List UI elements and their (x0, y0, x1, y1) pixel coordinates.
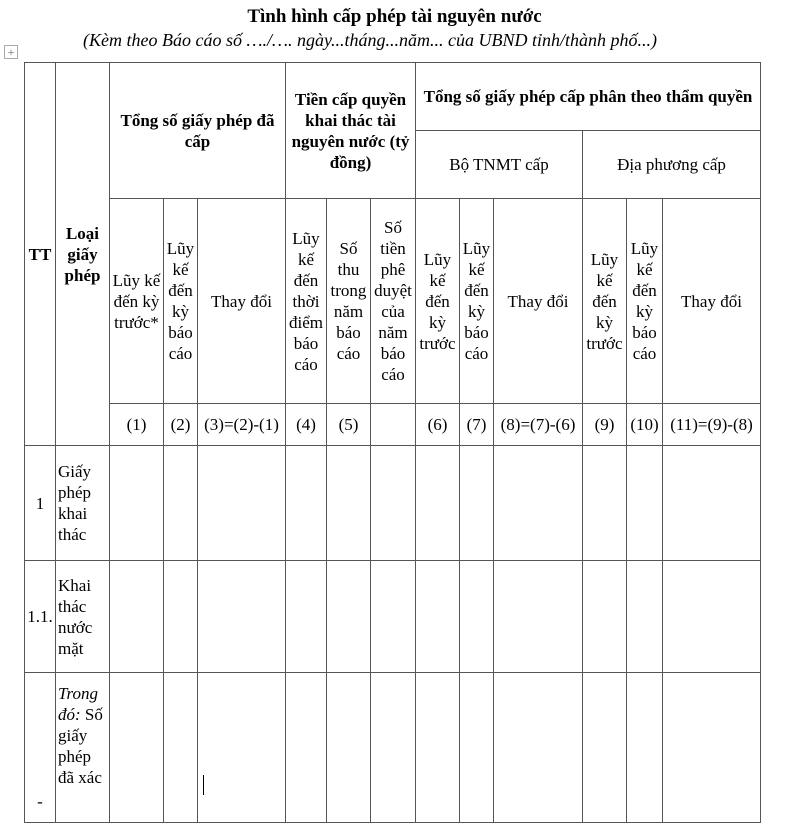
subheader-cell: Lũy kế đến kỳ trước* (110, 199, 164, 404)
header-tien-cap: Tiền cấp quyền khai thác tài nguyên nước (tỷ đồng) (286, 63, 416, 199)
text-cursor (203, 775, 204, 795)
row-loai (56, 673, 110, 823)
subheader-cell: Lũy kế đến kỳ trước (416, 199, 460, 404)
header-dia-phuong: Địa phương cấp (583, 131, 761, 199)
row-tt: 1 (25, 446, 56, 561)
row-loai: Giấy phép khai thác (56, 446, 110, 561)
subheader-cell: Thay đổi (494, 199, 583, 404)
column-number-cell: (10) (627, 404, 663, 446)
header-tham-quyen: Tổng số giấy phép cấp phân theo thẩm quyền (416, 63, 761, 131)
subheader-cell: Lũy kế đến thời điểm báo cáo (286, 199, 327, 404)
row-loai: Khai thác nước mặt (56, 561, 110, 673)
column-number-cell: (9) (583, 404, 627, 446)
header-tong-so: Tổng số giấy phép đã cấp (110, 63, 286, 199)
table-row (25, 561, 761, 673)
column-number-cell: (11)=(9)-(8) (663, 404, 761, 446)
header-loai: Loại giấy phép (56, 63, 110, 446)
subheader-cell: Số tiền phê duyệt của năm báo cáo (371, 199, 416, 404)
column-number-cell: (7) (460, 404, 494, 446)
row-loai-italic: Trong đó: (58, 684, 99, 724)
row-tt: 1.1. (25, 561, 56, 673)
row-tt: - (25, 673, 56, 823)
subheader-cell: Lũy kế đến kỳ báo cáo (627, 199, 663, 404)
column-number-cell: (8)=(7)-(6) (494, 404, 583, 446)
column-number-cell: (4) (286, 404, 327, 446)
subheader-cell: Thay đổi (663, 199, 761, 404)
subheader-cell: Lũy kế đến kỳ trước (583, 199, 627, 404)
header-tt: TT (25, 63, 56, 446)
document-title: Tình hình cấp phép tài nguyên nước (247, 6, 542, 27)
document-subtitle: (Kèm theo Báo cáo số …./…. ngày...tháng...năm... của UBND tỉnh/thành phố...) (83, 30, 657, 50)
column-number-cell: (6) (416, 404, 460, 446)
subheader-cell: Số thu trong năm báo cáo (327, 199, 371, 404)
table-row (25, 673, 761, 823)
column-number-cell: (3)=(2)-(1) (198, 404, 286, 446)
table-move-handle-icon[interactable]: + (4, 45, 18, 59)
column-number-cell: (2) (164, 404, 198, 446)
column-number-cell: (5) (327, 404, 371, 446)
header-bo-tnmt: Bộ TNMT cấp (416, 131, 583, 199)
subheader-cell: Thay đổi (198, 199, 286, 404)
subheader-cell: Lũy kế đến kỳ báo cáo (460, 199, 494, 404)
column-number-cell (371, 404, 416, 446)
row-loai-text: Số giấy phép đã xác (58, 705, 103, 787)
subheader-cell: Lũy kế đến kỳ báo cáo (164, 199, 198, 404)
licensing-table (24, 62, 761, 823)
table-row (25, 446, 761, 561)
column-number-cell: (1) (110, 404, 164, 446)
